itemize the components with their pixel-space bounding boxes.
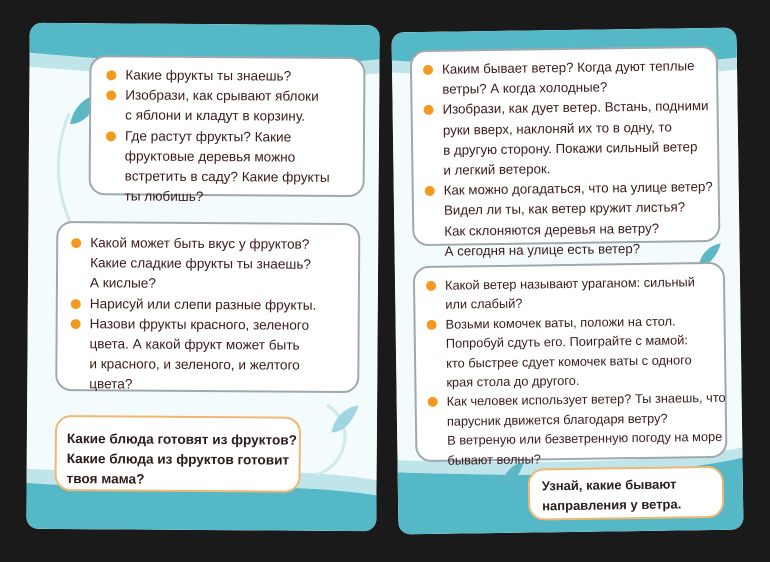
list-item: Как можно догадаться, что на улице ветер? Видел ли ты, как ветер кружит листья? Как склоняются деревья на ветру? А сегодня на улице есть ветер? <box>420 177 715 262</box>
bullet-icon <box>428 397 438 407</box>
list-item: Назови фрукты красного, зеленого цвета. А какой фрукт может быть и красного, и зеленого, и желтого цвета? <box>65 314 352 397</box>
bullet-icon <box>425 186 435 196</box>
list-item: Какие фрукты ты знаешь? <box>101 65 357 87</box>
bullet-icon <box>423 65 433 75</box>
bullet-icon <box>71 238 81 248</box>
list-item: Изобрази, как срывают яблоки с яблони и кладут в корзину. <box>101 85 357 127</box>
list-item: Как человек использует ветер? Ты знаешь, что парусник движется благодаря ветру? В ветреную или безветренную погоду на море бывают волны? <box>423 388 722 470</box>
list-item: Какой может быть вкус у фруктов? Какие сладкие фрукты ты знаешь? А кислые? <box>66 233 352 296</box>
leaf-icon <box>327 401 363 437</box>
bullet-icon <box>426 281 436 291</box>
bullet-icon <box>106 70 116 80</box>
list-item: Изобрази, как дует ветер. Встань, подними руки вверх, наклоняй их то в одну, то в другую сторону. Покажи сильный ветер и легкий ветерок. <box>418 96 713 181</box>
bullet-icon <box>71 319 81 329</box>
question-box-1 <box>410 46 721 259</box>
task-box: Какие блюда готовят из фруктов? Какие блюда из фруктов готовит твоя мама? <box>55 415 302 493</box>
question-box-2 <box>55 221 360 393</box>
right-card <box>392 28 744 535</box>
left-card <box>26 23 380 531</box>
list-item: Возьми комочек ваты, положи на стол. Попробуй сдуть его. Поиграйте с мамой: кто быстрее сдует комочек ваты с одного края стола до другого. <box>421 311 720 393</box>
list-item: Нарисуй или слепи разные фрукты. <box>66 294 352 316</box>
bullet-icon <box>424 105 434 115</box>
list-item: Какой ветер называют ураганом: сильный или слабый? <box>421 272 720 315</box>
question-box-2 <box>413 262 728 468</box>
question-box-1 <box>89 55 366 205</box>
task-box: Узнай, какие бывают направления у ветра. <box>528 466 725 521</box>
bullet-icon <box>106 91 116 101</box>
bullet-icon <box>106 131 116 141</box>
bullet-icon <box>71 299 81 309</box>
bullet-icon <box>427 320 437 330</box>
list-item: Где растут фрукты? Какие фруктовые деревья можно встретить в саду? Какие фрукты ты любишь? <box>100 126 357 209</box>
list-item: Каким бывает ветер? Когда дуют теплые ветры? А когда холодные? <box>418 56 713 101</box>
